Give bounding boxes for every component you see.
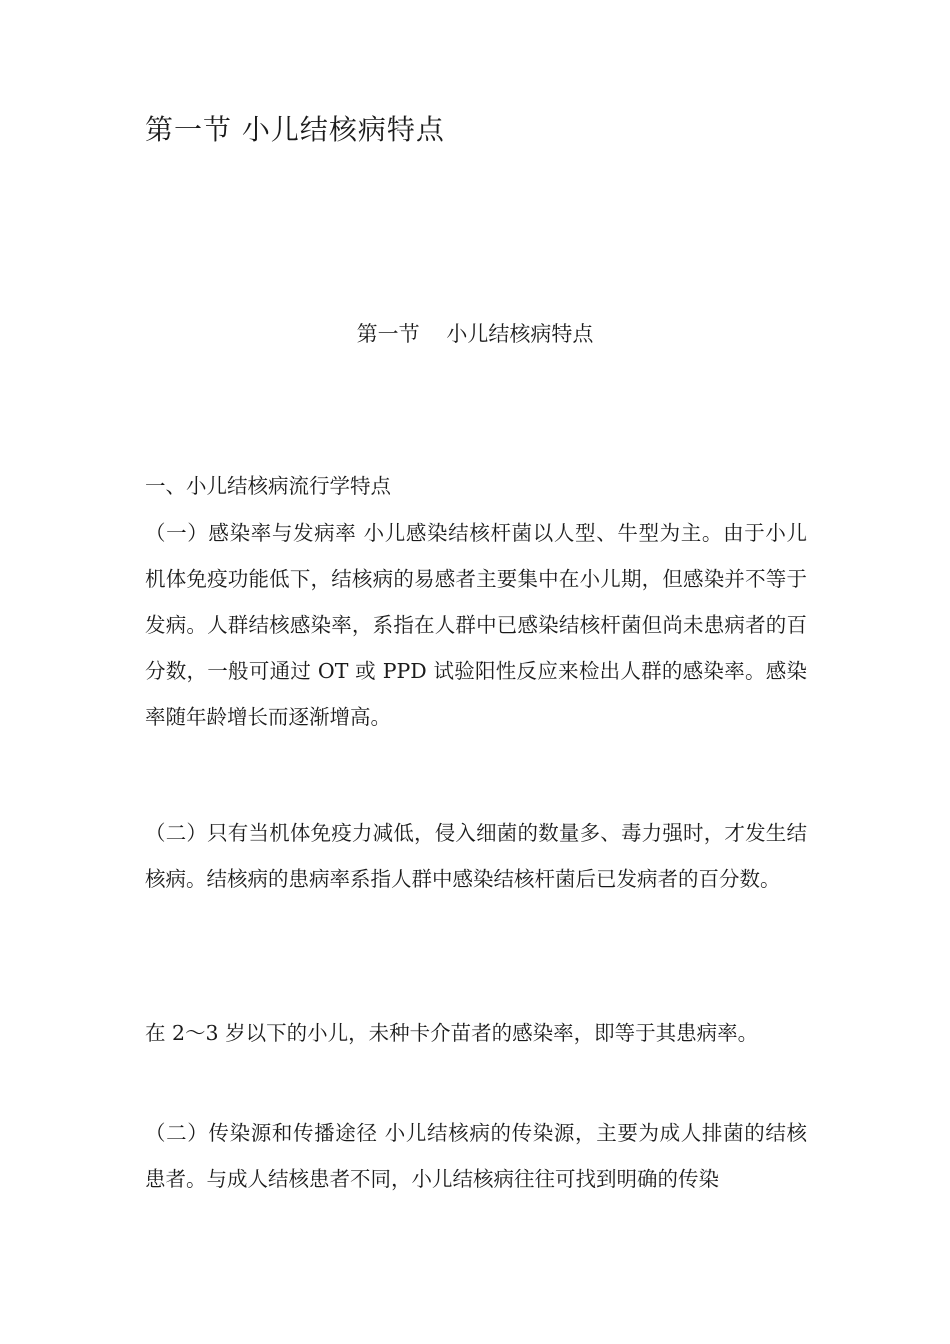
paragraph-transmission: （二）传染源和传播途径 小儿结核病的传染源，主要为成人排菌的结核患者。与成人结核患者不同，小儿结核病往往可找到明确的传染: [145, 1121, 807, 1191]
section-heading: 第一节 小儿结核病特点: [356, 322, 594, 346]
paragraph-age-rate: 在 2～3 岁以下的小儿，未种卡介苗者的感染率，即等于其患病率。: [145, 1021, 759, 1045]
paragraph-infection-rate: （一）感染率与发病率 小儿感染结核杆菌以人型、牛型为主。由于小儿机体免疫功能低下，结核病的易感者主要集中在小儿期，但感染并不等于发病。人群结核感染率，系指在人群中已感染结核杆菌但尚未患病者的百分数，一般可通过 OT 或 PPD 试验阳性反应来检出人群的感染率。感染率随年龄增长而逐渐增高。: [145, 521, 807, 729]
subheading: 一、小儿结核病流行学特点: [145, 474, 391, 498]
paragraph-immunity: （二）只有当机体免疫力减低，侵入细菌的数量多、毒力强时，才发生结核病。结核病的患病率系指人群中感染结核杆菌后已发病者的百分数。: [145, 821, 807, 891]
document-title: 第一节 小儿结核病特点: [145, 113, 445, 146]
